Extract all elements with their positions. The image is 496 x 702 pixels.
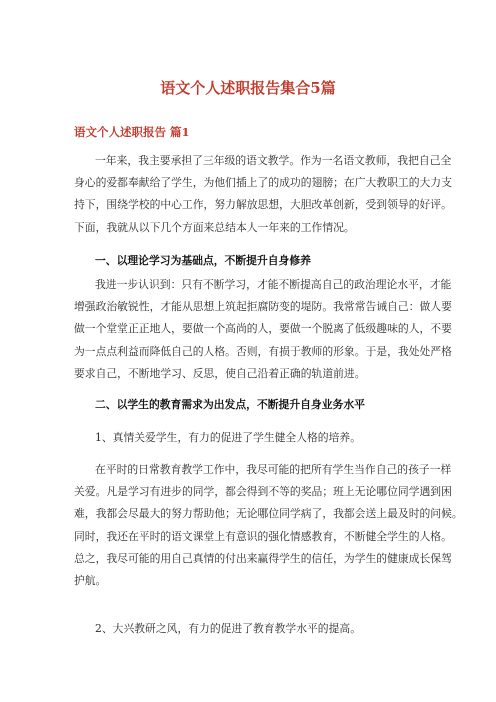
list-item-teaching-research: 2、大兴教研之风，有力的促进了教育教学水平的提高。 — [95, 622, 361, 635]
paragraph-line: 我进一步认识到：只有不断学习，才能不断提高自己的政治理论水平，才能 — [95, 278, 452, 291]
paragraph-line: 关爱。凡是学习有进步的同学，都会得到不等的奖品；班上无论哪位同学遇到困 — [74, 485, 452, 499]
paragraph-line: 下面，我就从以下几个方面来总结本人一年来的工作情况。 — [74, 220, 355, 234]
care-students-paragraph — [74, 459, 463, 592]
subheading-theory-study: 一、以理论学习为基础点，不断提升自身修养 — [95, 254, 311, 267]
paragraph-line: 难，我都会尽最大的努力帮助他；无论哪位同学病了，我都会送上最及时的问候。 — [74, 507, 463, 521]
paragraph-line: 做一个堂堂正正地人，要做一个高尚的人，要做一个脱离了低级趣味的人，不要 — [74, 322, 452, 336]
paragraph-line: 总之，我尽可能的用自己真情的付出来赢得学生的信任，为学生的健康成长保驾 — [74, 551, 452, 565]
paragraph-line: 为一点点利益而降低自己的人格。否则，有损于教师的形象。于是，我处处严格 — [74, 344, 452, 358]
paragraph-line: 在平时的日常教育教学工作中，我尽可能的把所有学生当作自己的孩子一样 — [95, 463, 452, 476]
paragraph-line: 持下，围绕学校的中心工作，努力解放思想，大胆改革创新，受到领导的好评。 — [74, 198, 452, 212]
list-item-care-students: 1、真情关爱学生，有力的促进了学生健全人格的培养。 — [95, 431, 361, 444]
paragraph-line: 同时，我还在平时的语文课堂上有意识的强化情感教育，不断健全学生的人格。 — [74, 529, 452, 543]
document-title: 语文个人述职报告集合5篇 — [160, 79, 336, 97]
theory-study-paragraph — [74, 274, 452, 385]
subheading-education-needs: 二、以学生的教育需求为出发点，不断提升自身业务水平 — [95, 398, 365, 411]
paragraph-line: 护航。 — [74, 573, 107, 587]
paragraph-line: 一年来，我主要承担了三年级的语文教学。作为一名语文教师，我把自己全 — [95, 154, 452, 167]
paragraph-line: 要求自己，不断地学习、反思，使自己沿着正确的轨道前进。 — [74, 366, 366, 380]
section-heading: 语文个人述职报告 篇1 — [74, 125, 190, 139]
paragraph-line: 增强政治敏锐性，才能从思想上筑起拒腐防变的堤防。我常常告诫自己：做人要 — [74, 300, 452, 314]
paragraph-line: 身心的爱都奉献给了学生，为他们插上了的成功的翅膀；在广大教职工的大力支 — [74, 176, 452, 190]
intro-paragraph — [74, 150, 452, 239]
